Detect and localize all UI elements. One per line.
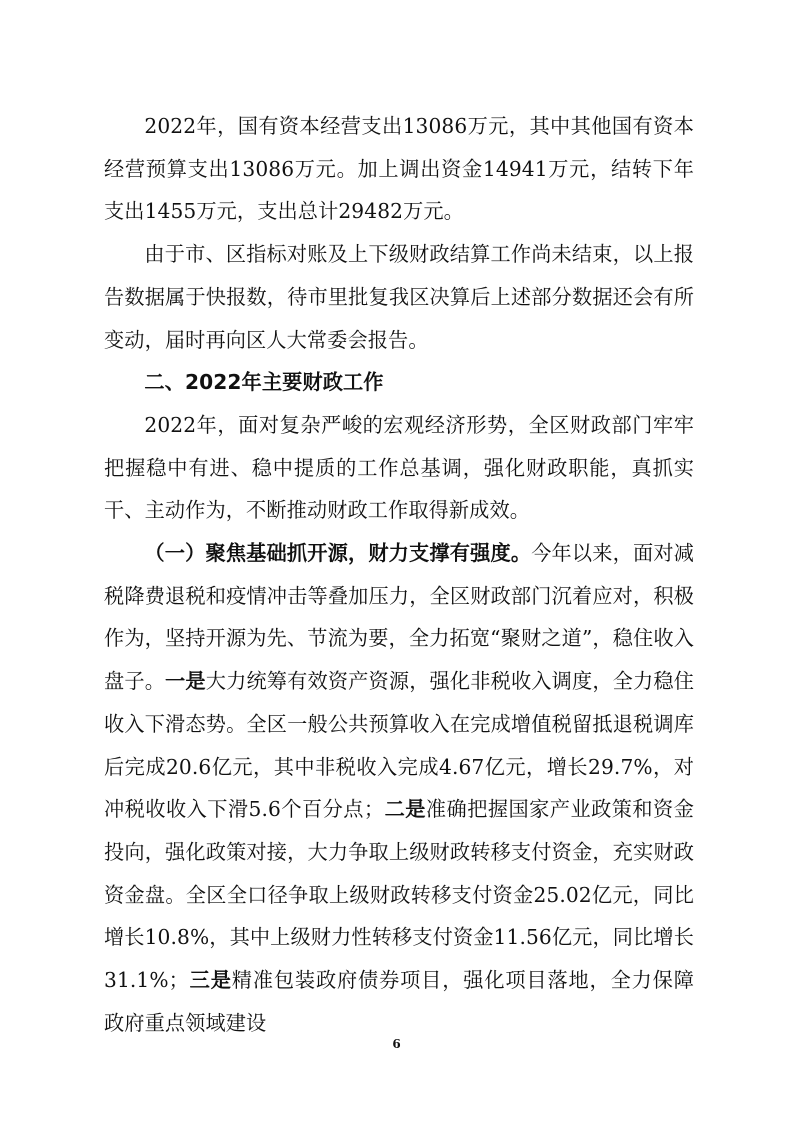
section-heading: 二、2022年主要财政工作 [144, 370, 384, 395]
paragraph-state-capital-expenditure: 2022年，国有资本经营支出13086万元，其中其他国有资本经营预算支出13086万元。加上调出资金14941万元，结转下年支出1455万元，支出总计29482万元。 [104, 114, 694, 224]
paragraph-overview: 2022年，面对复杂严峻的宏观经济形势，全区财政部门牢牢把握稳中有进、稳中提质的工作总基调，强化财政职能，真抓实干、主动作为，不断推动财政工作取得新成效。 [104, 412, 694, 523]
paragraph-text: 大力统筹有效资产资源，强化非税收入调度，全力稳住收入下滑态势。全区一般公共预算收入在完成增值税留抵退税调库后完成20.6亿元，其中非税收入完成4.67亿元，增长29.7%，对冲税收收入下滑5.6个百分点； [104, 669, 695, 822]
subsection-lead: （一）聚焦基础抓开源，财力支撑有强度。 [144, 541, 532, 566]
point-marker-third: 三是 [188, 968, 232, 993]
paragraph-text: 精准包装政府债券项目，强化项目落地，全力保障政府重点领域建设 [104, 968, 695, 1035]
paragraph-text: 今年以来，面对减税降费退税和疫情冲击等叠加压力，全区财政部门沉着应对，积极作为，坚持开源为先、节流为要，全力拓宽“聚财之道”，稳住收入盘子。 [104, 541, 694, 694]
point-marker-second: 二是 [384, 797, 426, 822]
paragraph-text: 准确把握国家产业政策和资金投向，强化政策对接，大力争取上级财政转移支付资金，充实财政资金盘。全区全口径争取上级财政转移支付资金25.02亿元，同比增长10.8%，其中上级财力性转移支付资金11.56亿元，同比增长31.1%； [104, 797, 694, 993]
page-number: 6 [392, 1037, 401, 1051]
document-body [104, 105, 694, 1044]
paragraph-revenue-focus [104, 532, 694, 1044]
paragraph-settlement-note: 由于市、区指标对账及上下级财政结算工作尚未结束，以上报告数据属于快报数，待市里批复我区决算后上述部分数据还会有所变动，届时再向区人大常委会报告。 [104, 242, 694, 352]
point-marker-first: 一是 [165, 669, 206, 694]
